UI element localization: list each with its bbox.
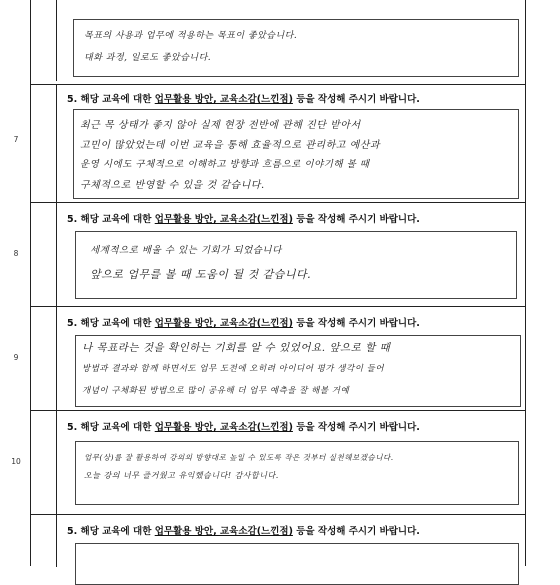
question-prefix: 5. 해당 교육에 대한 xyxy=(67,526,155,537)
question-suffix: 등을 작성해 주시기 바랍니다. xyxy=(292,214,420,225)
answer-box xyxy=(75,335,521,407)
handwritten-line: 개념이 구체화된 방법으로 많이 공유해 더 업무 예측을 잘 해볼 거예 xyxy=(82,386,350,396)
question-text xyxy=(67,523,420,537)
question-text xyxy=(67,315,420,329)
column-divider xyxy=(56,85,57,203)
answer-box xyxy=(75,231,517,299)
table-row xyxy=(31,0,525,81)
table-row xyxy=(11,410,525,515)
handwritten-line: 업무(상)를 잘 활용하여 강의의 방향대로 높일 수 있도록 작은 것부터 실천해보겠습니다. xyxy=(84,453,394,462)
handwritten-line: 앞으로 업무를 볼 때 도움이 될 것 같습니다. xyxy=(90,268,312,281)
question-underlined: 업무활용 방안, 교육소감(느낀점) xyxy=(154,94,293,105)
handwritten-line: 오늘 강의 너무 즐거웠고 유익했습니다! 감사합니다. xyxy=(84,471,279,480)
question-prefix: 5. 해당 교육에 대한 xyxy=(67,422,155,433)
handwritten-line: 방법과 결과와 함께 하면서도 업무 도전에 오히려 아이디어 평가 생각이 들어 xyxy=(82,364,385,374)
question-suffix: 등을 작성해 주시기 바랍니다. xyxy=(292,422,420,433)
row-number: 7 xyxy=(13,135,19,144)
row-number: 10 xyxy=(11,457,21,466)
table-row xyxy=(13,306,525,411)
answer-box xyxy=(73,19,519,77)
handwritten-line: 최근 목 상태가 좋지 않아 실제 현장 전반에 관해 진단 받아서 xyxy=(80,120,361,131)
question-prefix: 5. 해당 교육에 대한 xyxy=(67,94,155,105)
question-underlined: 업무활용 방안, 교육소감(느낀점) xyxy=(154,214,293,225)
handwritten-line: 세계적으로 배울 수 있는 기회가 되었습니다 xyxy=(90,245,282,256)
column-divider xyxy=(56,203,57,307)
question-text xyxy=(67,211,420,225)
column-divider xyxy=(56,411,57,515)
handwritten-line: 나 목표라는 것을 확인하는 기회를 알 수 있었어요. 앞으로 할 때 xyxy=(82,342,391,354)
table-row xyxy=(31,514,525,567)
handwritten-line: 대화 과정, 일로도 좋았습니다. xyxy=(84,53,212,63)
column-divider xyxy=(56,515,57,567)
column-divider xyxy=(56,0,57,81)
handwritten-line: 고민이 많았었는데 이번 교육을 통해 효율적으로 관리하고 예산과 xyxy=(80,140,381,151)
survey-table xyxy=(11,0,526,566)
answer-box xyxy=(75,543,519,585)
question-suffix: 등을 작성해 주시기 바랍니다. xyxy=(292,526,420,537)
handwritten-line: 운영 시에도 구체적으로 이해하고 방향과 흐름으로 이야기해 볼 때 xyxy=(80,159,370,170)
table-row xyxy=(13,84,525,203)
row-number: 9 xyxy=(13,353,19,362)
column-divider xyxy=(56,307,57,411)
question-prefix: 5. 해당 교육에 대한 xyxy=(67,318,155,329)
question-underlined: 업무활용 방안, 교육소감(느낀점) xyxy=(154,526,293,537)
question-text xyxy=(67,419,420,433)
question-prefix: 5. 해당 교육에 대한 xyxy=(67,214,155,225)
answer-box xyxy=(75,441,519,505)
table-row xyxy=(13,202,525,307)
question-underlined: 업무활용 방안, 교육소감(느낀점) xyxy=(154,318,293,329)
handwritten-line: 구체적으로 반영할 수 있을 것 같습니다. xyxy=(80,180,265,191)
handwritten-line: 목표의 사용과 업무에 적용하는 목표이 좋았습니다. xyxy=(84,31,298,41)
question-suffix: 등을 작성해 주시기 바랍니다. xyxy=(292,94,420,105)
answer-box xyxy=(73,109,519,199)
question-suffix: 등을 작성해 주시기 바랍니다. xyxy=(292,318,420,329)
question-text xyxy=(67,91,420,105)
question-underlined: 업무활용 방안, 교육소감(느낀점) xyxy=(154,422,293,433)
row-number: 8 xyxy=(13,249,19,258)
